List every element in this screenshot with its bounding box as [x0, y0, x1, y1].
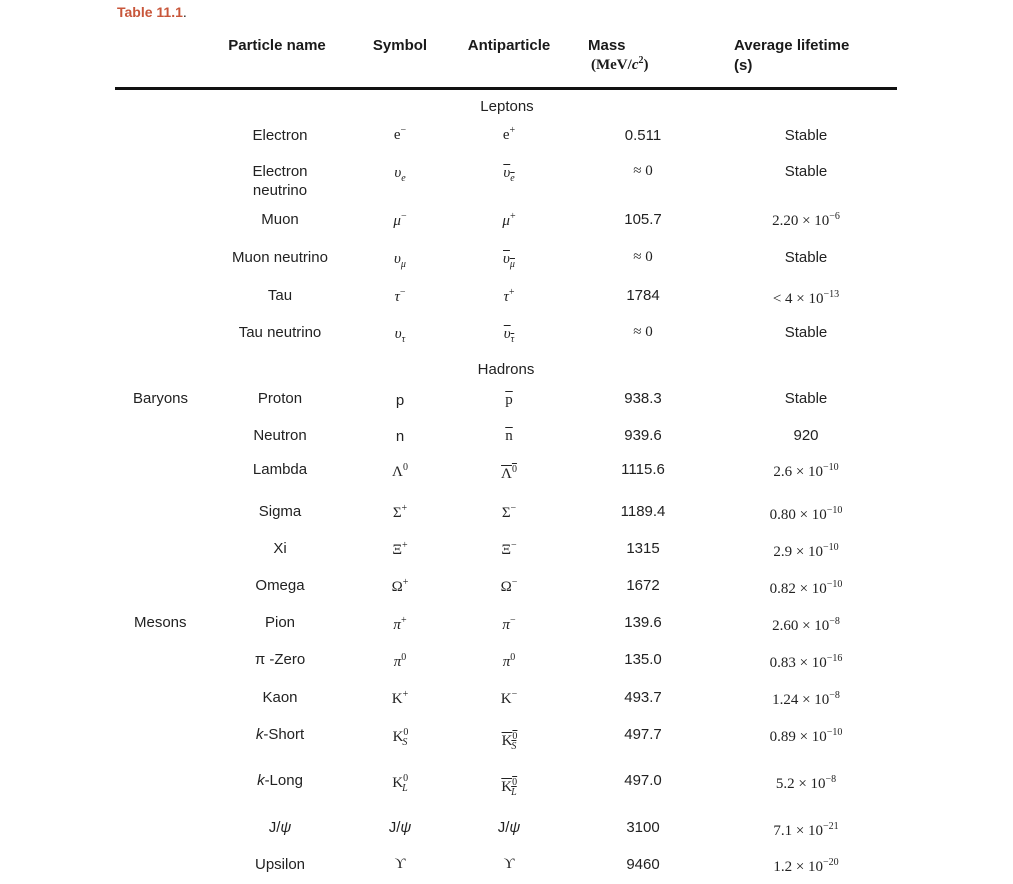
- mass-unit-exp: 2: [638, 55, 644, 66]
- row-lifetime: $2.6 \times 10^{-10}$: [773, 462, 839, 480]
- row-antiparticle: $\overline{n}$: [505, 428, 513, 444]
- row-name: Muon: [261, 211, 299, 228]
- row-symbol: π+: [393, 615, 407, 633]
- row-name: Xi: [273, 540, 287, 557]
- row-symbol: K+: [391, 689, 409, 707]
- row-mass: 1672: [626, 577, 660, 594]
- row-lifetime: $1.24 \times 10^{-8}$: [772, 690, 840, 708]
- row-antiparticle: $K^0_L$: [501, 777, 518, 798]
- header-rule: [115, 87, 897, 90]
- row-name: Lambda: [252, 461, 308, 478]
- row-symbol: τ−: [394, 287, 406, 305]
- caption-label: Table 11.1: [117, 4, 183, 20]
- row-mass: 1784: [626, 287, 660, 304]
- row-lifetime: $0.82 \times 10^{-10}$: [769, 579, 843, 597]
- row-lifetime: $0.80 \times 10^{-10}$: [769, 505, 843, 523]
- row-name: Proton: [257, 390, 303, 407]
- caption-punct: .: [182, 4, 187, 20]
- row-symbol: $\Lambda^0$: [392, 462, 408, 480]
- row-mass: 1115.6: [621, 461, 665, 478]
- row-symbol: Σ+: [392, 503, 408, 521]
- row-name: Electron: [252, 163, 308, 180]
- row-mass: 938.3: [624, 390, 662, 407]
- row-antiparticle: K−: [500, 689, 518, 707]
- row-lifetime: $7.1 \times 10^{-21}$: [773, 821, 839, 839]
- row-symbol: $K^0_S$: [392, 727, 409, 748]
- mass-unit-text: (MeV/: [591, 57, 632, 73]
- row-name: Sigma: [258, 503, 302, 520]
- row-lifetime: $2.20 \times 10^{-6}$: [772, 211, 840, 229]
- row-name: Tau: [267, 287, 293, 304]
- section-hadrons: Hadrons: [477, 361, 535, 378]
- header-symbol: Symbol: [372, 37, 428, 54]
- row-name: Muon neutrino: [232, 249, 328, 266]
- row-symbol: $\upsilon_\tau$: [394, 326, 406, 345]
- row-lifetime: $5.2 \times 10^{-8}$: [775, 774, 837, 792]
- row-antiparticle: $\upsilon_e$: [503, 165, 515, 184]
- row-mass: ≈ 0: [633, 249, 653, 265]
- header-lifetime: Average lifetime: [734, 37, 850, 54]
- row-lifetime: < $4 \times 10^{-13}$: [772, 289, 840, 307]
- mass-unit-c: c: [631, 57, 639, 73]
- row-symbol: $\pi^0$: [393, 652, 407, 670]
- row-name: k-Short: [255, 726, 305, 743]
- row-lifetime: Stable: [784, 163, 828, 180]
- row-symbol: ϒ: [394, 856, 406, 872]
- row-antiparticle: ϒ: [503, 856, 515, 872]
- group-baryons: Baryons: [133, 390, 189, 407]
- row-antiparticle: $\upsilon_\tau$: [503, 326, 515, 345]
- row-mass: 497.0: [624, 772, 662, 789]
- row-name: Tau neutrino: [238, 324, 322, 341]
- row-name: Omega: [255, 577, 305, 594]
- row-lifetime: Stable: [784, 390, 828, 407]
- row-lifetime: Stable: [784, 127, 828, 144]
- row-name: Kaon: [262, 689, 298, 706]
- row-name: Electron: [252, 127, 308, 144]
- row-mass: 0.511: [624, 127, 662, 144]
- row-mass: 105.7: [624, 211, 662, 228]
- row-lifetime: $1.2 \times 10^{-20}$: [773, 857, 839, 875]
- row-antiparticle: e+: [502, 125, 516, 143]
- row-symbol: $\upsilon_\mu$: [394, 251, 406, 270]
- header-lifetime-unit: (s): [734, 57, 753, 74]
- row-symbol: p: [395, 392, 405, 409]
- header-mass: Mass: [588, 37, 626, 54]
- row-antiparticle: Ξ−: [501, 540, 517, 558]
- row-symbol: e−: [393, 125, 407, 143]
- row-lifetime: $2.9 \times 10^{-10}$: [773, 542, 839, 560]
- group-mesons: Mesons: [134, 614, 187, 631]
- row-antiparticle: π−: [502, 615, 516, 633]
- row-symbol: $K^0_L$: [392, 773, 409, 794]
- row-lifetime: 920: [793, 427, 819, 444]
- row-symbol: Ω+: [391, 577, 409, 595]
- row-antiparticle: τ+: [503, 287, 515, 305]
- row-name: k-Long: [257, 772, 303, 789]
- row-mass: ≈ 0: [633, 163, 653, 179]
- row-mass: 139.6: [624, 614, 662, 631]
- row-lifetime: $0.89 \times 10^{-10}$: [769, 727, 843, 745]
- row-symbol: Ξ+: [392, 540, 408, 558]
- row-antiparticle: $\pi^0$: [502, 652, 516, 670]
- row-name: Neutron: [253, 427, 307, 444]
- section-leptons: Leptons: [480, 98, 534, 115]
- row-antiparticle: $\upsilon_\mu$: [503, 251, 515, 270]
- row-antiparticle: $\overline{p}$: [505, 392, 513, 408]
- row-mass: 939.6: [624, 427, 662, 444]
- row-mass: 3100: [626, 819, 660, 836]
- row-symbol: $\upsilon_e$: [394, 165, 406, 184]
- row-name-line2: neutrino: [252, 182, 308, 199]
- row-lifetime: $0.83 \times 10^{-16}$: [769, 653, 843, 671]
- row-mass: 1315: [626, 540, 660, 557]
- row-lifetime: Stable: [784, 249, 828, 266]
- row-antiparticle: Ω−: [500, 577, 518, 595]
- row-name: Pion: [264, 614, 296, 631]
- row-mass: 1189.4: [620, 503, 666, 520]
- row-name: J/ψ: [268, 819, 292, 836]
- row-mass: 135.0: [624, 651, 662, 668]
- table-caption: [117, 4, 187, 20]
- row-mass: ≈ 0: [633, 324, 653, 340]
- header-antiparticle: Antiparticle: [467, 37, 551, 54]
- header-particle-name: Particle name: [228, 37, 326, 54]
- row-antiparticle: J/ψ: [497, 819, 521, 836]
- row-symbol: n: [395, 428, 405, 445]
- row-name: π -Zero: [254, 651, 306, 668]
- header-mass-unit: [591, 56, 648, 75]
- row-symbol: μ−: [393, 211, 407, 229]
- row-mass: 9460: [626, 856, 660, 873]
- row-antiparticle: Σ−: [501, 503, 517, 521]
- row-mass: 493.7: [624, 689, 662, 706]
- row-mass: 497.7: [624, 726, 662, 743]
- row-antiparticle: $K^0_S$: [501, 731, 518, 752]
- row-symbol: J/ψ: [388, 819, 412, 836]
- row-lifetime: Stable: [784, 324, 828, 341]
- row-lifetime: $2.60 \times 10^{-8}$: [772, 616, 840, 634]
- row-antiparticle: $\Lambda^0$: [501, 464, 517, 482]
- row-antiparticle: μ+: [502, 211, 516, 229]
- mass-unit-close: ): [643, 57, 649, 73]
- row-name: Upsilon: [254, 856, 306, 873]
